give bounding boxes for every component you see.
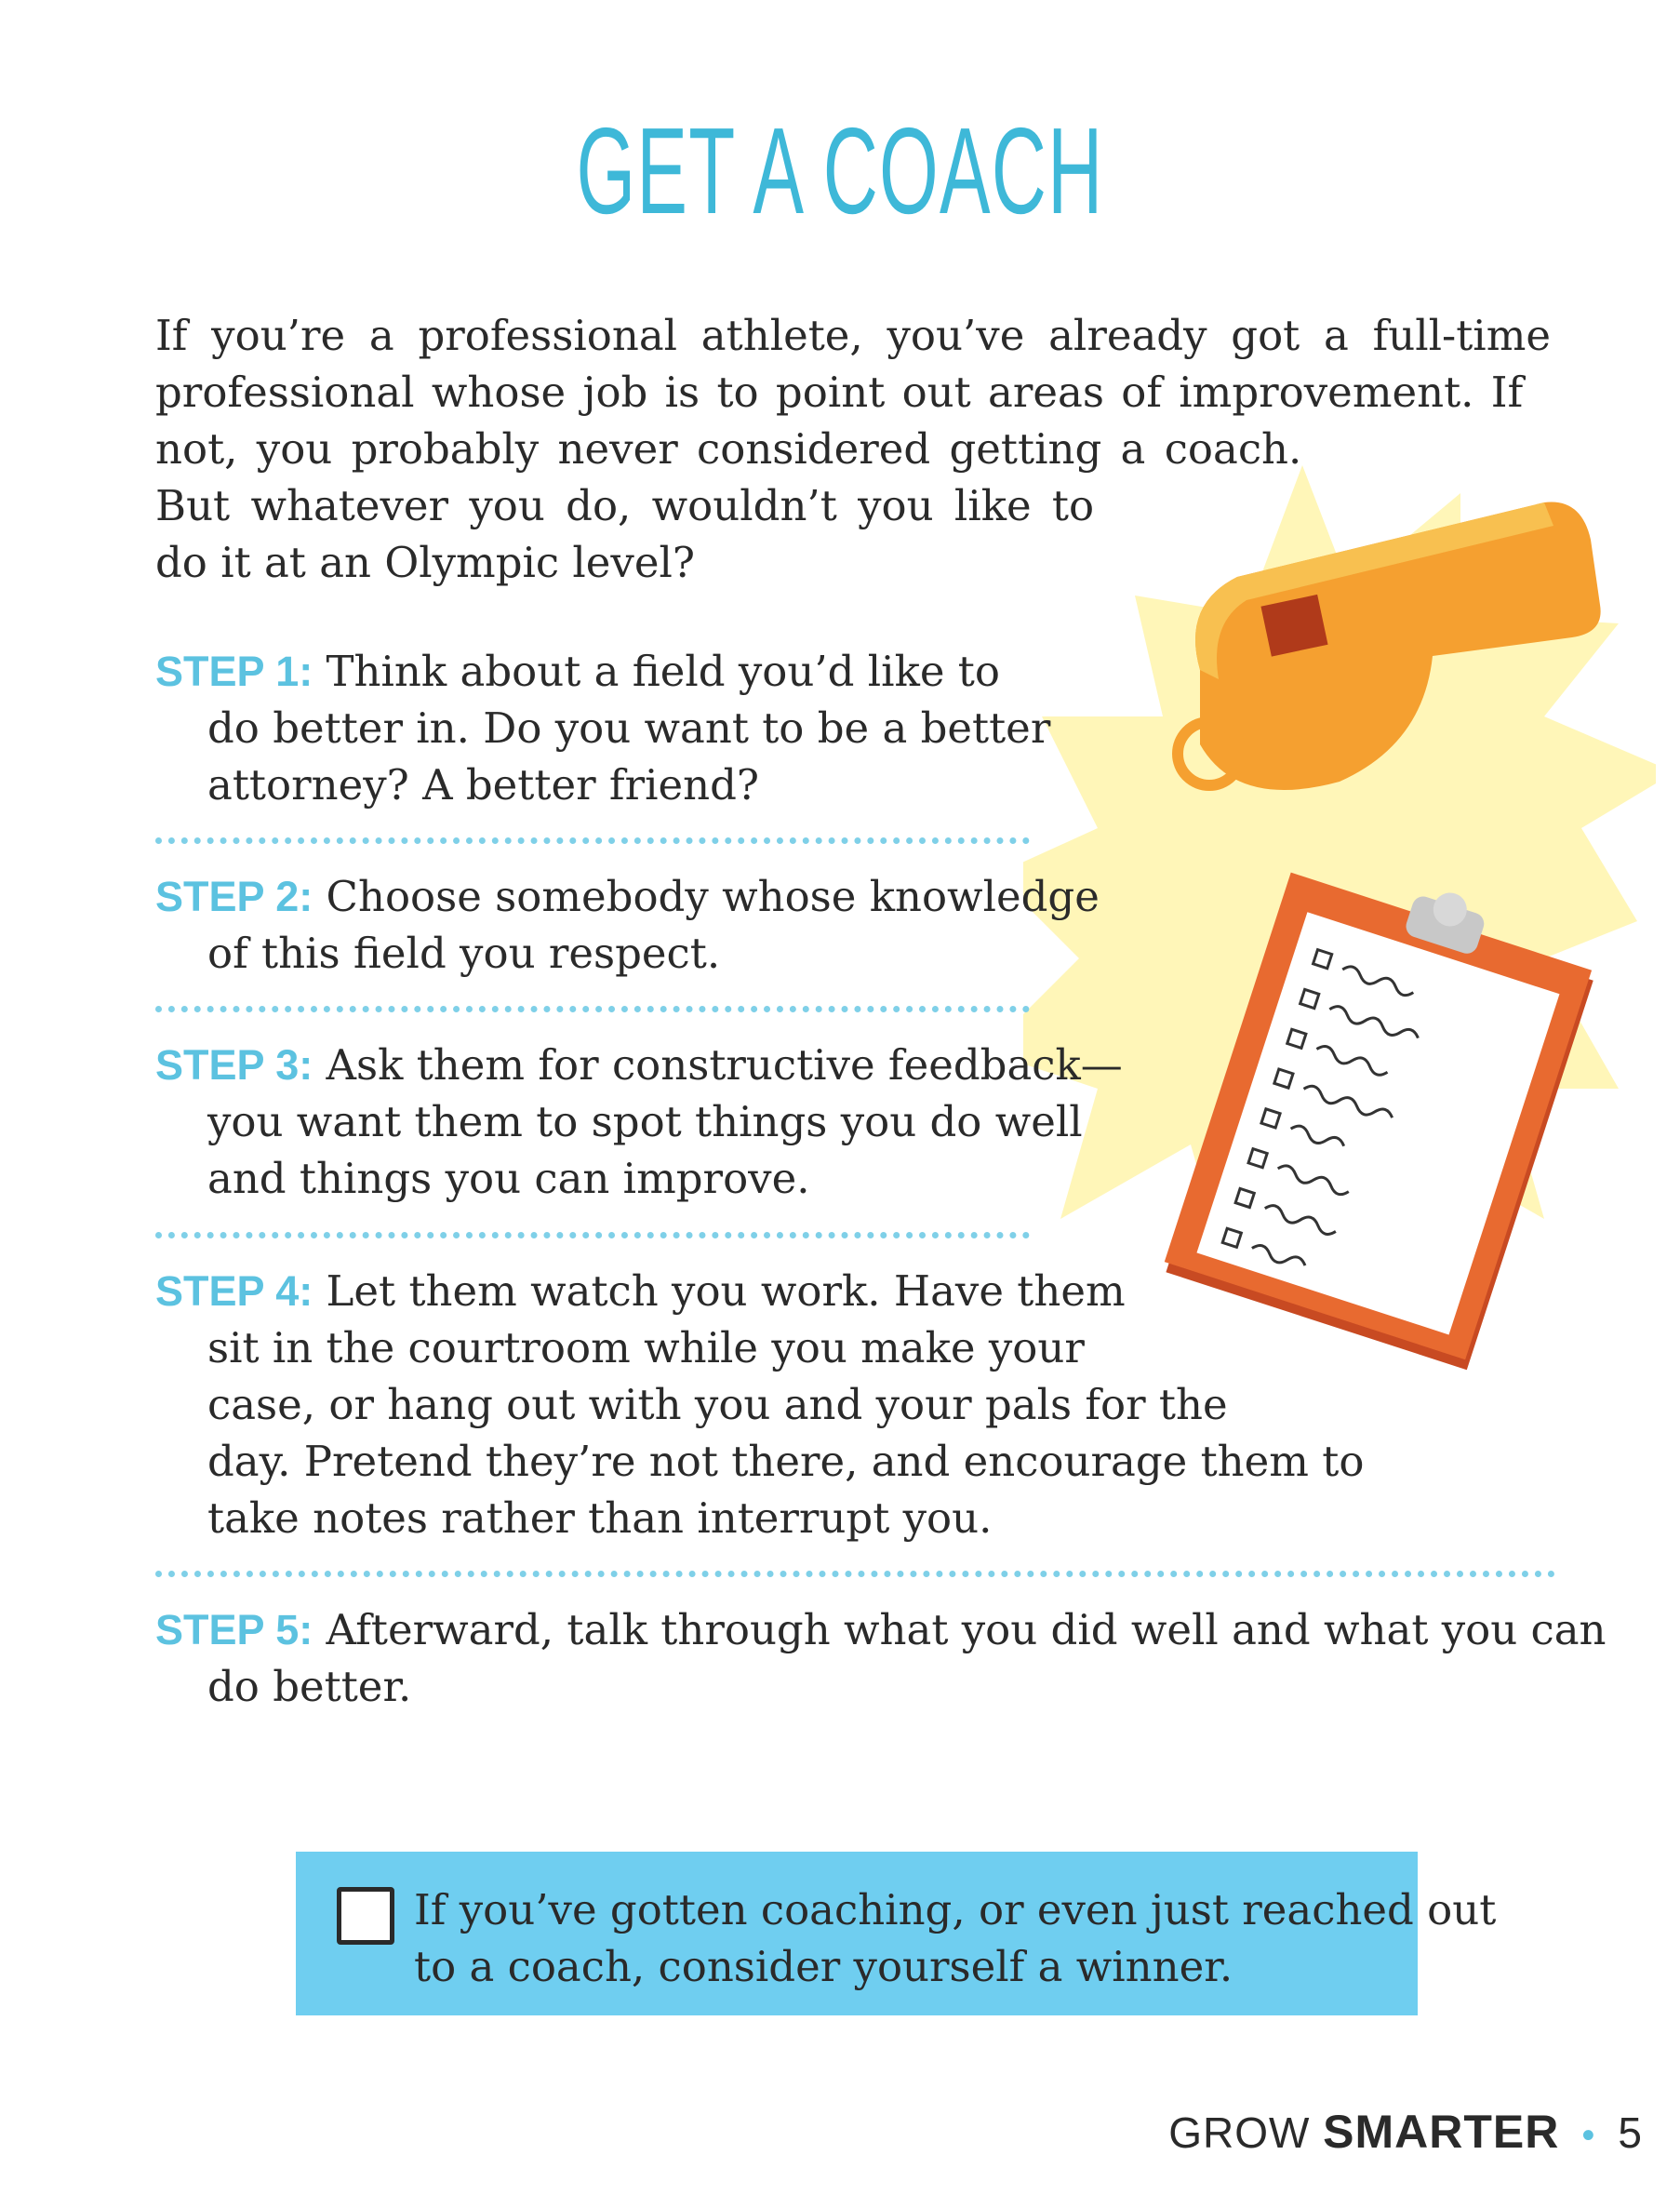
step-5: [155, 1601, 1607, 1715]
page-title: GET A COACH: [576, 102, 1104, 239]
step-3: [155, 1037, 1123, 1207]
step-label: STEP 2:: [155, 873, 313, 920]
footer-brand: SMARTER: [1323, 2106, 1560, 2158]
illustration: [1023, 437, 1656, 1405]
step-2: [155, 868, 1100, 982]
step-text: Ask them for constructive feedback—: [326, 1040, 1123, 1090]
intro-line: not, you probably never considered getting a coach.: [155, 424, 1302, 474]
page-footer: [1168, 2105, 1643, 2159]
intro-line: professional whose job is to point out areas of improvement. If: [155, 368, 1524, 417]
step-4: [155, 1263, 1364, 1546]
step-text: Let them watch you work. Have them: [326, 1266, 1126, 1316]
step-1: [155, 643, 1050, 813]
intro-line: do it at an Olympic level?: [155, 538, 695, 587]
callout-text: [414, 1881, 1496, 1995]
step-text: do better.: [207, 1662, 412, 1711]
page-number: 5: [1618, 2108, 1643, 2157]
step-text: sit in the courtroom while you make your: [207, 1323, 1085, 1372]
intro-line: But whatever you do, wouldn’t you like to: [155, 481, 1095, 530]
footer-bullet: •: [1581, 2115, 1596, 2156]
step-text: you want them to spot things you do well: [207, 1097, 1083, 1146]
callout-line: to a coach, consider yourself a winner.: [414, 1942, 1233, 1991]
step-text: attorney? A better friend?: [207, 760, 760, 810]
divider: [155, 837, 1030, 844]
step-text: Afterward, talk through what you did well and what you can: [326, 1605, 1607, 1654]
divider: [155, 1006, 1030, 1012]
step-label: STEP 3:: [155, 1041, 313, 1089]
step-label: STEP 4:: [155, 1267, 313, 1315]
step-text: case, or hang out with you and your pals for the: [207, 1380, 1228, 1429]
step-text: Choose somebody whose knowledge: [326, 872, 1100, 921]
step-text: of this field you respect.: [207, 929, 721, 978]
divider: [155, 1232, 1030, 1238]
step-text: day. Pretend they’re not there, and encourage them to: [207, 1437, 1365, 1486]
step-text: Think about a field you’d like to: [326, 647, 1000, 696]
step-label: STEP 5:: [155, 1606, 313, 1653]
step-label: STEP 1:: [155, 648, 313, 695]
footer-word: GROW: [1168, 2108, 1311, 2157]
step-text: do better in. Do you want to be a better: [207, 703, 1051, 753]
step-text: and things you can improve.: [207, 1154, 810, 1203]
divider: [155, 1571, 1555, 1577]
winner-checkbox[interactable]: [337, 1887, 394, 1945]
intro-line: If you’re a professional athlete, you’ve already got a full-time: [155, 311, 1551, 360]
step-text: take notes rather than interrupt you.: [207, 1493, 993, 1543]
callout-line: If you’ve gotten coaching, or even just reached out: [414, 1885, 1497, 1934]
